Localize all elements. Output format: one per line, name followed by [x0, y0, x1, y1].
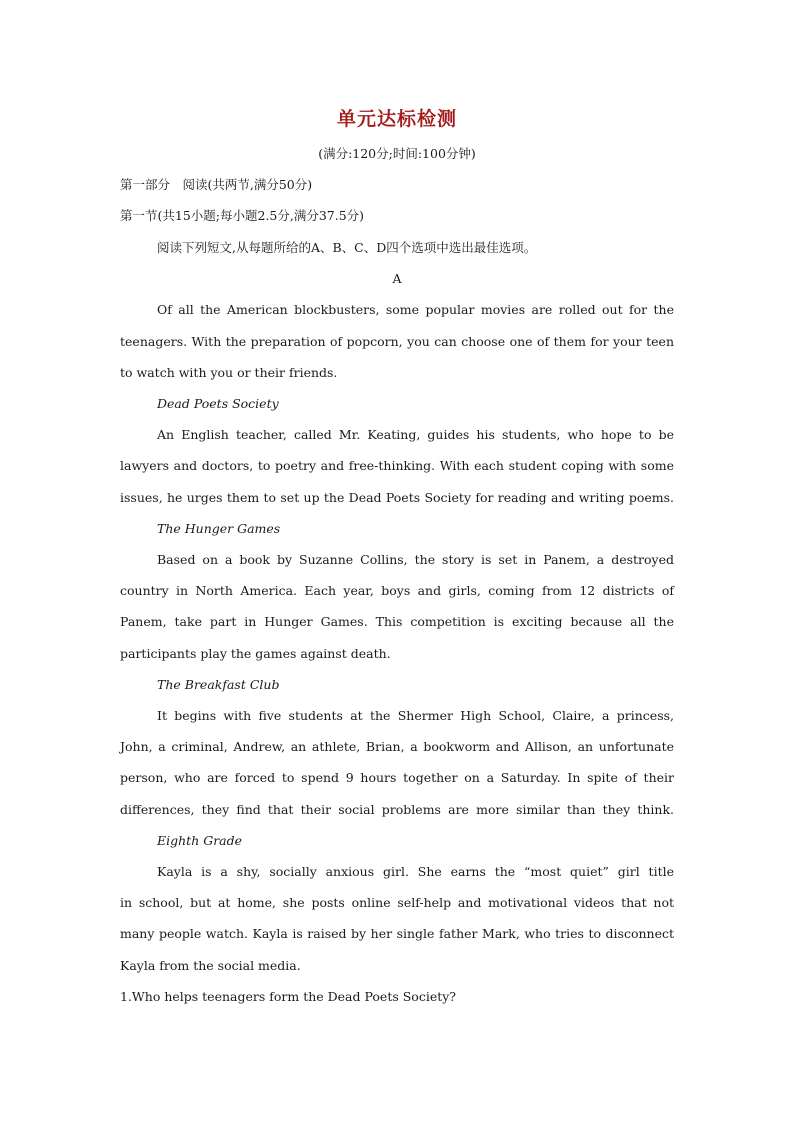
intro-line: to watch with you or their friends. — [120, 365, 338, 380]
movie-description-line: It begins with five students at the Shermer High School, Claire, a princess, — [157, 708, 674, 723]
movie-description-line: Based on a book by Suzanne Collins, the story is set in Panem, a destroyed — [157, 552, 674, 567]
movie-description-line: An English teacher, called Mr. Keating, guides his students, who hope to be — [157, 427, 674, 442]
score-time-info: (满分:120分;时间:100分钟) — [318, 146, 476, 161]
part-heading: 第一部分 阅读(共两节,满分50分) — [120, 177, 313, 192]
movie-description-line: Kayla is a shy, socially anxious girl. She earns the “most quiet” girl title — [157, 864, 674, 879]
movie-description-line: participants play the games against death. — [120, 646, 391, 661]
passage-label: A — [392, 271, 402, 286]
movie-description-line: country in North America. Each year, boys and girls, coming from 12 districts of — [120, 583, 674, 598]
movie-description-line: Kayla from the social media. — [120, 958, 301, 973]
movie-description-line: in school, but at home, she posts online self-help and motivational videos that not — [120, 895, 674, 910]
movie-title: The Breakfast Club — [157, 677, 280, 692]
movie-description-line: many people watch. Kayla is raised by her single father Mark, who tries to disconnect — [120, 926, 674, 941]
page-title: 单元达标检测 — [336, 108, 457, 130]
intro-line: Of all the American blockbusters, some popular movies are rolled out for the — [157, 302, 674, 317]
movie-description-line: issues, he urges them to set up the Dead Poets Society for reading and writing poems. — [120, 490, 674, 505]
movie-description-line: person, who are forced to spend 9 hours together on a Saturday. In spite of their — [120, 770, 674, 785]
question-1: 1.Who helps teenagers form the Dead Poets Society? — [120, 989, 456, 1004]
instruction-text: 阅读下列短文,从每题所给的A、B、C、D四个选项中选出最佳选项。 — [157, 240, 537, 255]
movie-title: Dead Poets Society — [157, 396, 279, 411]
movie-description-line: lawyers and doctors, to poetry and free-thinking. With each student coping with some — [120, 458, 674, 473]
movie-description-line: Panem, take part in Hunger Games. This competition is exciting because all the — [120, 614, 674, 629]
intro-line: teenagers. With the preparation of popcorn, you can choose one of them for your teen — [120, 334, 674, 349]
movie-title: The Hunger Games — [157, 521, 281, 536]
movie-title: Eighth Grade — [157, 833, 243, 848]
movie-description-line: differences, they find that their social problems are more similar than they think. — [120, 802, 674, 817]
section-heading: 第一节(共15小题;每小题2.5分,满分37.5分) — [120, 208, 365, 223]
movie-description-line: John, a criminal, Andrew, an athlete, Brian, a bookworm and Allison, an unfortunate — [120, 739, 674, 754]
